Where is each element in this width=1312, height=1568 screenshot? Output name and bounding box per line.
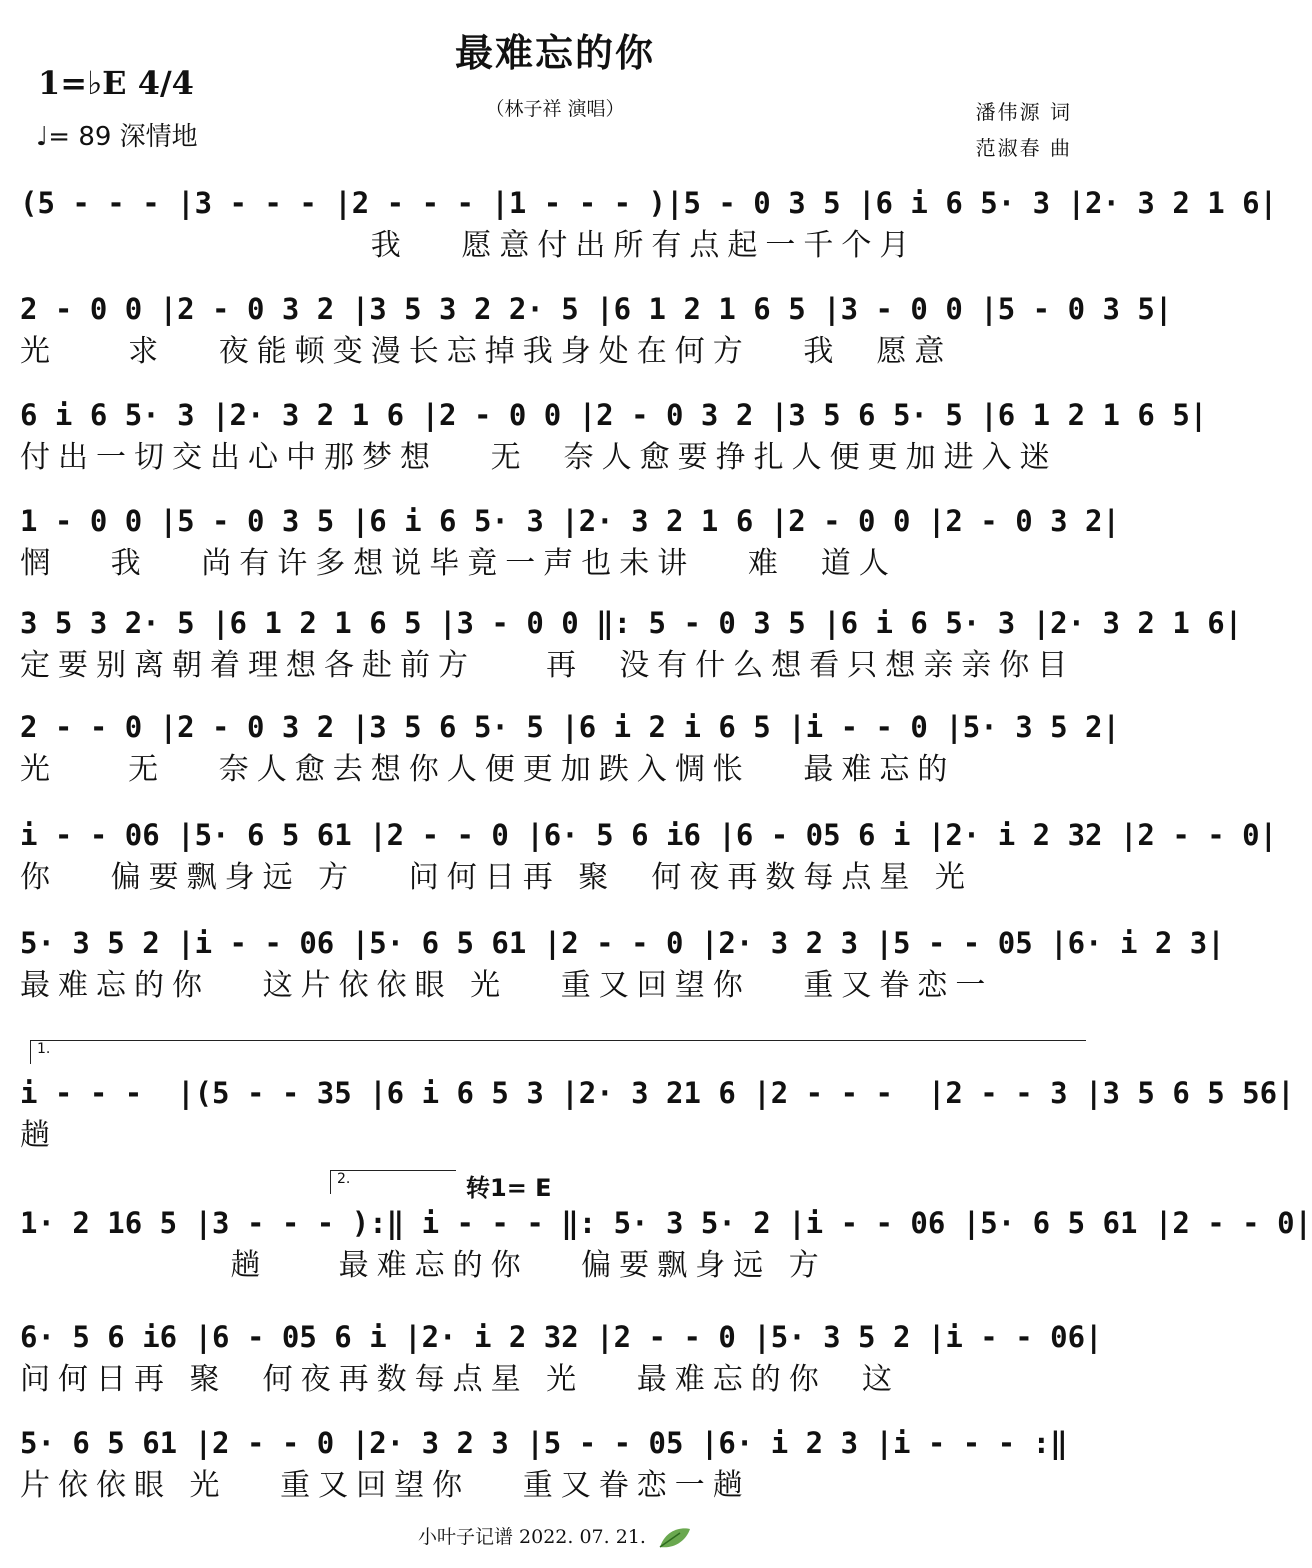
lyrics-line: 问何日再 聚 何夜再数每点星 光 最难忘的你 这 — [20, 1362, 900, 1397]
lyrics-line: 定要别离朝着理想各赴前方 再 没有什么想看只想亲亲你目 — [20, 648, 1076, 683]
score-row — [20, 1202, 1312, 1288]
score-row — [20, 1316, 1103, 1402]
lyrics-line: 光 无 奈人愈去想你人便更加跌入惆怅 最难忘的 — [20, 752, 956, 787]
leaf-icon — [658, 1525, 692, 1551]
notation-line: 2 - - 0 |2 - 0 3 2 |3 5 6 5· 5 |6 i 2 i 6 5 |i - - 0 |5· 3 5 2| — [20, 710, 1120, 744]
score-row — [20, 500, 1120, 586]
score-row — [20, 1422, 1095, 1508]
notation-line: 1· 2 16 5 |3 - - - ):‖ i - - - ‖: 5· 3 5· 2 |i - - 06 |5· 6 5 61 |2 - - 0| — [20, 1206, 1312, 1240]
second-ending-bracket: 2. — [330, 1170, 456, 1194]
notation-line: 5· 3 5 2 |i - - 06 |5· 6 5 61 |2 - - 0 |2· 3 2 3 |5 - - 05 |6· i 2 3| — [20, 926, 1225, 960]
song-title: 最难忘的你 — [454, 31, 655, 75]
transcriber-footer — [0, 1522, 1110, 1551]
lyrics-line: 趟 最难忘的你 偏要飘身远 方 — [20, 1248, 827, 1283]
key-signature: 1=♭E 4/4 — [38, 64, 194, 102]
score-row — [20, 1072, 1295, 1158]
tempo-marking: ♩= 89 深情地 — [36, 122, 198, 152]
score-row — [20, 602, 1243, 688]
transcriber-signature: 小叶子记谱 2022. 07. 21. — [418, 1526, 646, 1548]
score-row — [20, 182, 1278, 268]
score-row — [20, 922, 1225, 1008]
lyricist-credit: 潘伟源 词 — [975, 100, 1072, 124]
notation-line: 5· 6 5 61 |2 - - 0 |2· 3 2 3 |5 - - 05 |6· i 2 3 |i - - - :‖ — [20, 1426, 1068, 1460]
lyrics-line: 惘 我 尚有许多想说毕竟一声也未讲 难 道人 — [20, 546, 897, 581]
notation-line: i - - - |(5 - - 35 |6 i 6 5 3 |2· 3 21 6 |2 - - - |2 - - 3 |3 5 6 5 56| — [20, 1076, 1295, 1110]
notation-line: (5 - - - |3 - - - |2 - - - |1 - - - )|5 - 0 3 5 |6 i 6 5· 3 |2· 3 2 1 6| — [20, 186, 1278, 220]
lyrics-line: 我 愿意付出所有点起一千个月 — [20, 228, 918, 263]
lyrics-line: 付出一切交出心中那梦想 无 奈人愈要挣扎人便更加进入迷 — [20, 440, 1058, 475]
lyrics-line: 趟 — [20, 1118, 58, 1153]
composer-credit: 范淑春 曲 — [975, 136, 1072, 160]
notation-line: 3 5 3 2· 5 |6 1 2 1 6 5 |3 - 0 0 ‖: 5 - 0 3 5 |6 i 6 5· 3 |2· 3 2 1 6| — [20, 606, 1243, 640]
score-row — [20, 288, 1173, 374]
lyrics-line: 光 求 夜能顿变漫长忘掉我身处在何方 我 愿意 — [20, 334, 953, 369]
lyrics-line: 你 偏要飘身远 方 问何日再 聚 何夜再数每点星 光 — [20, 860, 973, 895]
score-row — [20, 394, 1208, 480]
lyrics-line: 最难忘的你 这片依依眼 光 重又回望你 重又眷恋一 — [20, 968, 994, 1003]
score-row — [20, 706, 1120, 792]
notation-line: 2 - 0 0 |2 - 0 3 2 |3 5 3 2 2· 5 |6 1 2 1 6 5 |3 - 0 0 |5 - 0 3 5| — [20, 292, 1173, 326]
notation-line: 6 i 6 5· 3 |2· 3 2 1 6 |2 - 0 0 |2 - 0 3 2 |3 5 6 5· 5 |6 1 2 1 6 5| — [20, 398, 1208, 432]
notation-line: i - - 06 |5· 6 5 61 |2 - - 0 |6· 5 6 i6 |6 - 05 6 i |2· i 2 32 |2 - - 0| — [20, 818, 1278, 852]
key-change-marking: 转1= E — [466, 1174, 552, 1202]
notation-line: 1 - 0 0 |5 - 0 3 5 |6 i 6 5· 3 |2· 3 2 1 6 |2 - 0 0 |2 - 0 3 2| — [20, 504, 1120, 538]
score-row — [20, 814, 1278, 900]
singer-credit: （林子祥 演唱） — [485, 98, 625, 120]
lyrics-line: 片依依眼 光 重又回望你 重又眷恋一趟 — [20, 1468, 751, 1503]
first-ending-bracket: 1. — [30, 1040, 1086, 1064]
notation-line: 6· 5 6 i6 |6 - 05 6 i |2· i 2 32 |2 - - 0 |5· 3 5 2 |i - - 06| — [20, 1320, 1103, 1354]
